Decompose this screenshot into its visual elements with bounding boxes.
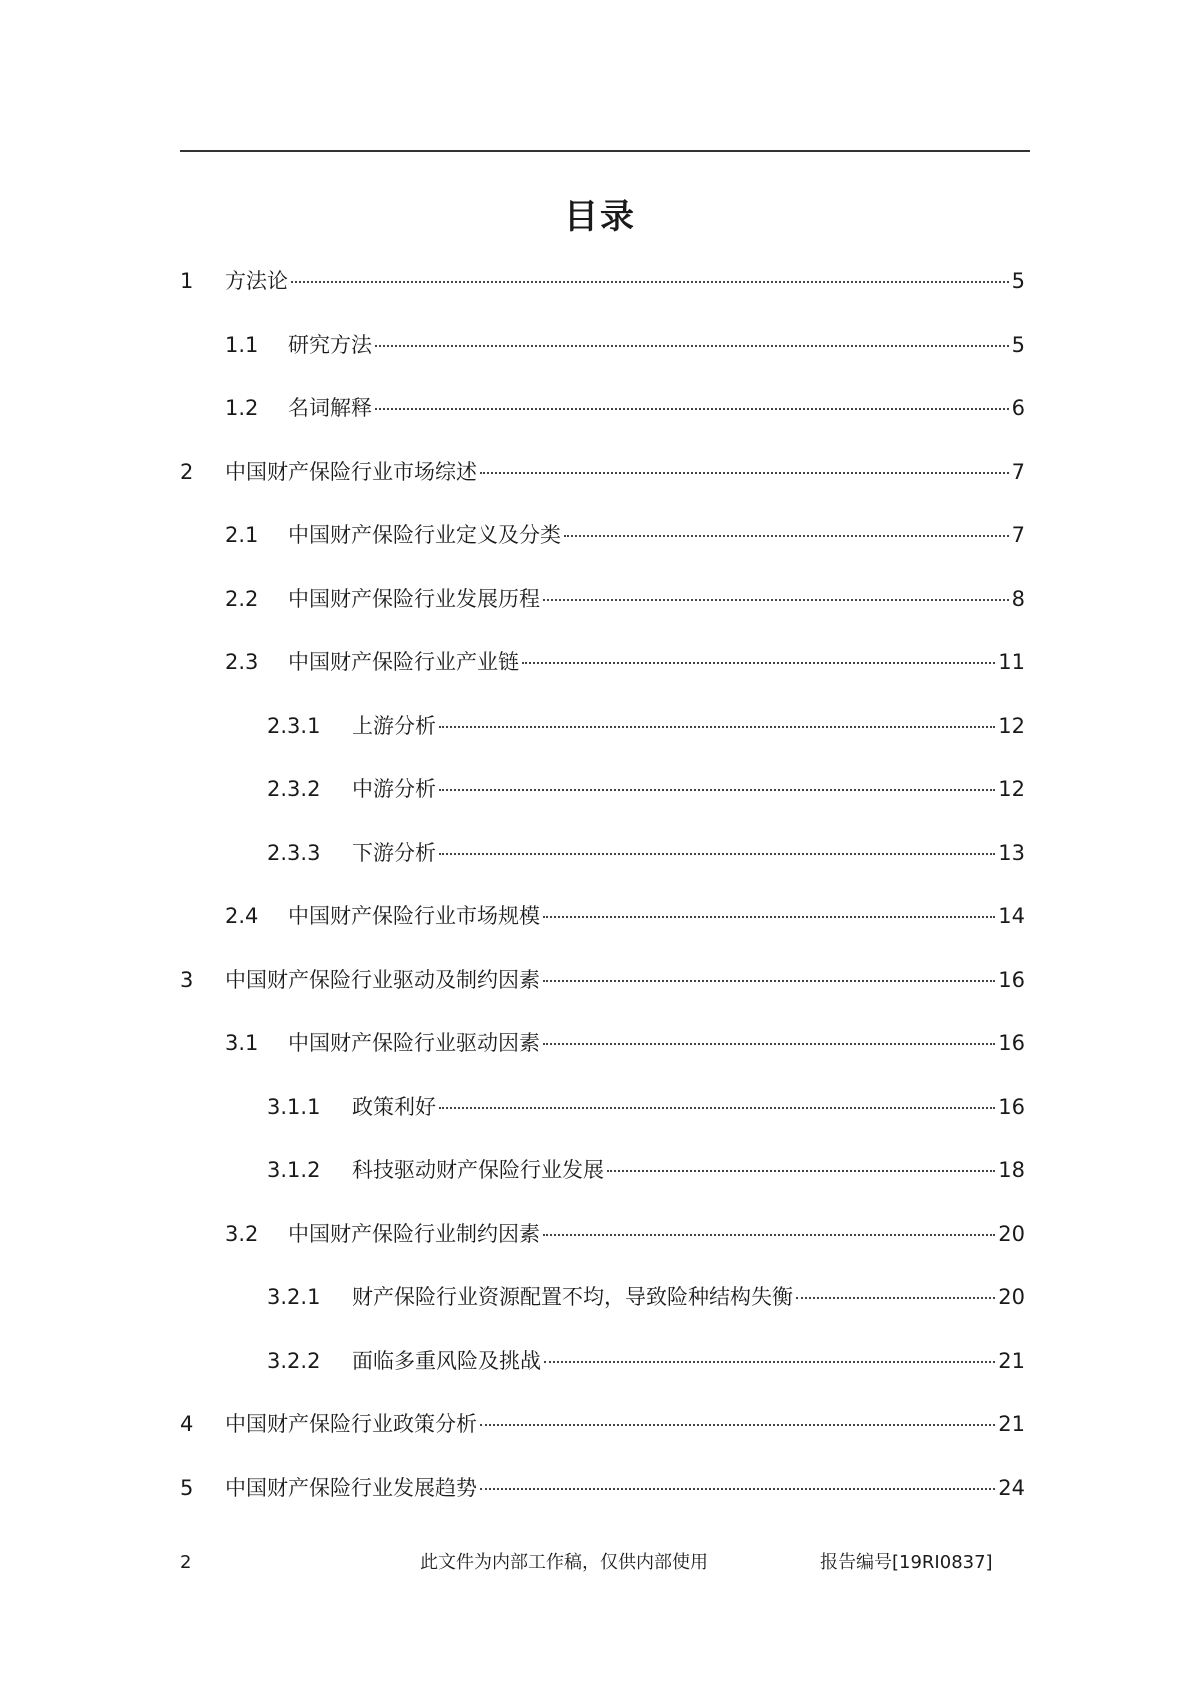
- dot-leader: [439, 853, 995, 855]
- toc-entry-number: 2.1: [225, 523, 259, 547]
- toc-entry-label: 名词解释: [288, 396, 372, 420]
- header-rule: [180, 150, 1030, 152]
- toc-entry[interactable]: [180, 758, 1025, 822]
- toc-entry-label: 面临多重风险及挑战: [352, 1348, 541, 1373]
- dot-leader: [439, 789, 995, 791]
- toc-entry[interactable]: [180, 631, 1025, 695]
- footer-report-number: 报告编号[19RI0837]: [820, 1552, 993, 1573]
- toc-entry[interactable]: [180, 1203, 1025, 1267]
- toc-entry-page: 21: [998, 1412, 1025, 1436]
- toc-entry-label: 中国财产保险行业制约因素: [288, 1221, 540, 1246]
- toc-entry-number: 4: [180, 1412, 194, 1436]
- dot-leader: [439, 726, 995, 728]
- toc-entry-number: 2.4: [225, 904, 259, 928]
- toc-entry-number: 3.2.2: [267, 1348, 321, 1373]
- toc-entry-page: 16: [998, 1094, 1025, 1119]
- toc-entry[interactable]: [180, 1139, 1025, 1203]
- toc-entry-page: 8: [1011, 586, 1025, 611]
- toc-entry-number: 3: [180, 967, 194, 992]
- toc-entry-label: 中国财产保险行业发展趋势: [225, 1475, 477, 1500]
- toc-entry-page: 13: [998, 840, 1025, 865]
- toc-entry-page: 5: [1011, 269, 1025, 293]
- toc-entry-label: 中国财产保险行业市场规模: [288, 904, 540, 928]
- toc-entry[interactable]: [180, 1330, 1025, 1394]
- toc-entry-page: 12: [998, 777, 1025, 801]
- toc-entry-page: 14: [998, 904, 1025, 928]
- dot-leader: [543, 980, 995, 982]
- toc-entry-number: 3.1.1: [267, 1094, 321, 1119]
- toc-entry-number: 2.3.3: [267, 840, 321, 865]
- toc-entry-label: 方法论: [225, 269, 288, 293]
- toc-entry-page: 6: [1011, 396, 1025, 420]
- toc-entry[interactable]: [180, 504, 1025, 568]
- toc-entry[interactable]: [180, 314, 1025, 378]
- toc-entry[interactable]: [180, 1457, 1025, 1521]
- toc-entry[interactable]: [180, 568, 1025, 632]
- dot-leader: [564, 535, 1009, 537]
- dot-leader: [439, 1107, 995, 1109]
- dot-leader: [607, 1170, 995, 1172]
- toc-entry[interactable]: [180, 1393, 1025, 1457]
- toc-entry-label: 财产保险行业资源配置不均，导致险种结构失衡: [352, 1285, 793, 1309]
- toc-entry-label: 中国财产保险行业驱动及制约因素: [225, 967, 540, 992]
- toc-entry-label: 中国财产保险行业政策分析: [225, 1412, 477, 1436]
- toc-entry-page: 7: [1011, 523, 1025, 547]
- toc-entry-label: 中国财产保险行业发展历程: [288, 586, 540, 611]
- toc-entry[interactable]: [180, 1076, 1025, 1140]
- dot-leader: [543, 599, 1009, 601]
- toc-entry-number: 2: [180, 459, 194, 484]
- dot-leader: [522, 662, 995, 664]
- toc-entry-page: 16: [998, 967, 1025, 992]
- toc-entry-number: 3.2: [225, 1221, 259, 1246]
- toc-entry-label: 研究方法: [288, 332, 372, 357]
- footer-confidential-notice: 此文件为内部工作稿，仅供内部使用: [420, 1552, 708, 1573]
- dot-leader: [480, 1488, 995, 1490]
- dot-leader: [291, 281, 1009, 283]
- toc-entry-number: 5: [180, 1475, 194, 1500]
- toc-entry-number: 1.1: [225, 332, 259, 357]
- toc-entry-page: 20: [998, 1285, 1025, 1309]
- toc-entry-page: 21: [998, 1348, 1025, 1373]
- toc-entry-page: 24: [998, 1475, 1025, 1500]
- page-title: 目录: [564, 197, 636, 237]
- toc-entry-page: 12: [998, 713, 1025, 738]
- page-footer: [180, 1548, 1025, 1578]
- dot-leader: [543, 1234, 995, 1236]
- toc-entry-page: 7: [1011, 459, 1025, 484]
- toc-entry-number: 1: [180, 269, 194, 293]
- dot-leader: [544, 1361, 995, 1363]
- toc-entry-label: 中游分析: [352, 777, 436, 801]
- dot-leader: [480, 1424, 995, 1426]
- toc-entry-number: 3.1.2: [267, 1158, 321, 1182]
- dot-leader: [543, 916, 995, 918]
- dot-leader: [480, 472, 1009, 474]
- table-of-contents: [180, 250, 1025, 1520]
- toc-entry[interactable]: [180, 822, 1025, 886]
- toc-entry[interactable]: [180, 1012, 1025, 1076]
- dot-leader: [543, 1043, 995, 1045]
- toc-entry-number: 3.1: [225, 1031, 259, 1055]
- toc-entry[interactable]: [180, 949, 1025, 1013]
- toc-entry-page: 5: [1011, 332, 1025, 357]
- toc-entry-number: 2.3.2: [267, 777, 321, 801]
- toc-entry-page: 11: [998, 650, 1025, 674]
- toc-entry-label: 政策利好: [352, 1094, 436, 1119]
- footer-page-number: 2: [180, 1552, 192, 1573]
- toc-entry[interactable]: [180, 695, 1025, 759]
- toc-entry[interactable]: [180, 250, 1025, 314]
- toc-entry-label: 中国财产保险行业驱动因素: [288, 1031, 540, 1055]
- toc-entry-number: 1.2: [225, 396, 259, 420]
- toc-entry-label: 科技驱动财产保险行业发展: [352, 1158, 604, 1182]
- dot-leader: [796, 1297, 995, 1299]
- toc-entry-page: 20: [998, 1221, 1025, 1246]
- toc-entry-label: 上游分析: [352, 713, 436, 738]
- toc-entry-number: 3.2.1: [267, 1285, 321, 1309]
- toc-entry-label: 下游分析: [352, 840, 436, 865]
- toc-entry-page: 18: [998, 1158, 1025, 1182]
- toc-entry[interactable]: [180, 441, 1025, 505]
- toc-entry-number: 2.3.1: [267, 713, 321, 738]
- toc-entry-number: 2.2: [225, 586, 259, 611]
- dot-leader: [375, 408, 1009, 410]
- toc-entry[interactable]: [180, 1266, 1025, 1330]
- toc-entry[interactable]: [180, 377, 1025, 441]
- toc-entry-page: 16: [998, 1031, 1025, 1055]
- toc-entry-label: 中国财产保险行业产业链: [288, 650, 519, 674]
- toc-entry-number: 2.3: [225, 650, 259, 674]
- toc-entry[interactable]: [180, 885, 1025, 949]
- toc-entry-label: 中国财产保险行业定义及分类: [288, 523, 561, 547]
- toc-entry-label: 中国财产保险行业市场综述: [225, 459, 477, 484]
- dot-leader: [375, 345, 1009, 347]
